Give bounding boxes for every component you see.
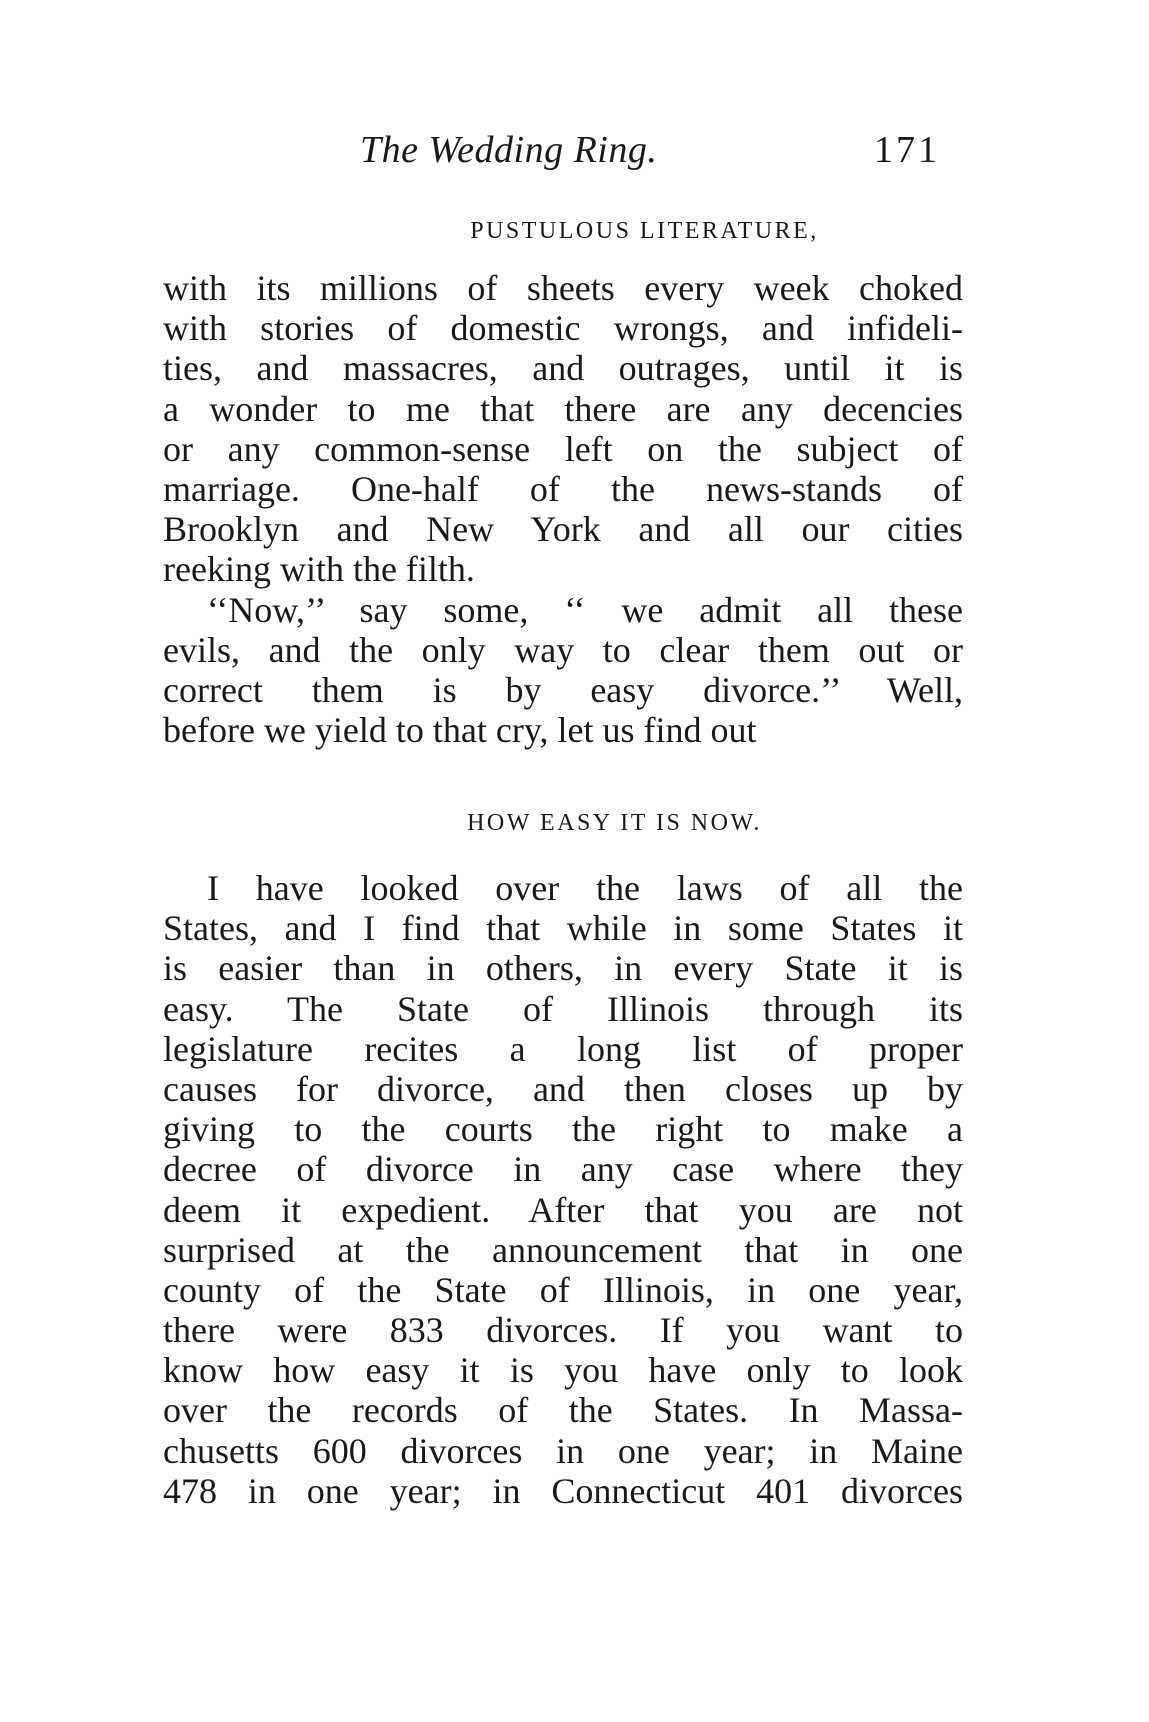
text-line: county of the State of Illinois, in one year, <box>163 1269 963 1310</box>
text-line: evils, and the only way to clear them out or <box>163 629 963 670</box>
text-line: marriage. One-half of the news-stands of <box>163 468 963 509</box>
text-line: before we yield to that cry, let us find out <box>163 710 757 751</box>
text-line: surprised at the announcement that in one <box>163 1229 963 1270</box>
text-line: Brooklyn and New York and all our cities <box>163 509 963 550</box>
text-line: giving to the courts the right to make a <box>163 1109 963 1150</box>
text-line: decree of divorce in any case where they <box>163 1149 963 1190</box>
text-line: with stories of domestic wrongs, and infideli- <box>163 308 963 349</box>
text-line: or any common-sense left on the subject of <box>163 428 963 469</box>
section-heading-how-easy: HOW EASY IT IS NOW. <box>467 810 762 836</box>
text-line: a wonder to me that there are any decencies <box>163 388 963 429</box>
text-line: ‘‘Now,’’ say some, ‘‘ we admit all these <box>207 589 963 630</box>
text-line: correct them is by easy divorce.’’ Well, <box>163 669 963 710</box>
text-block-top <box>163 268 963 750</box>
text-line: deem it expedient. After that you are not <box>163 1189 963 1230</box>
running-head <box>160 128 960 182</box>
text-line: I have looked over the laws of all the <box>207 868 963 908</box>
running-title: The Wedding Ring. <box>360 129 658 171</box>
text-line: easy. The State of Illinois through its <box>163 988 963 1029</box>
page-number: 171 <box>874 129 940 171</box>
text-line: is easier than in others, in every State it is <box>163 948 963 989</box>
text-line: over the records of the States. In Massa- <box>163 1390 963 1431</box>
text-line: with its millions of sheets every week choked <box>163 268 963 308</box>
text-block-bottom <box>163 868 963 1511</box>
text-line: reeking with the filth. <box>163 549 475 590</box>
text-line: legislature recites a long list of proper <box>163 1028 963 1069</box>
section-heading-pustulous: PUSTULOUS LITERATURE, <box>470 218 819 244</box>
text-line: know how easy it is you have only to look <box>163 1350 963 1391</box>
text-line: chusetts 600 divorces in one year; in Maine <box>163 1430 963 1471</box>
text-line: States, and I find that while in some States it <box>163 908 963 949</box>
text-line: causes for divorce, and then closes up by <box>163 1068 963 1109</box>
text-line: ties, and massacres, and outrages, until it is <box>163 348 963 389</box>
text-line: there were 833 divorces. If you want to <box>163 1310 963 1351</box>
text-line: 478 in one year; in Connecticut 401 divorces <box>163 1470 963 1511</box>
